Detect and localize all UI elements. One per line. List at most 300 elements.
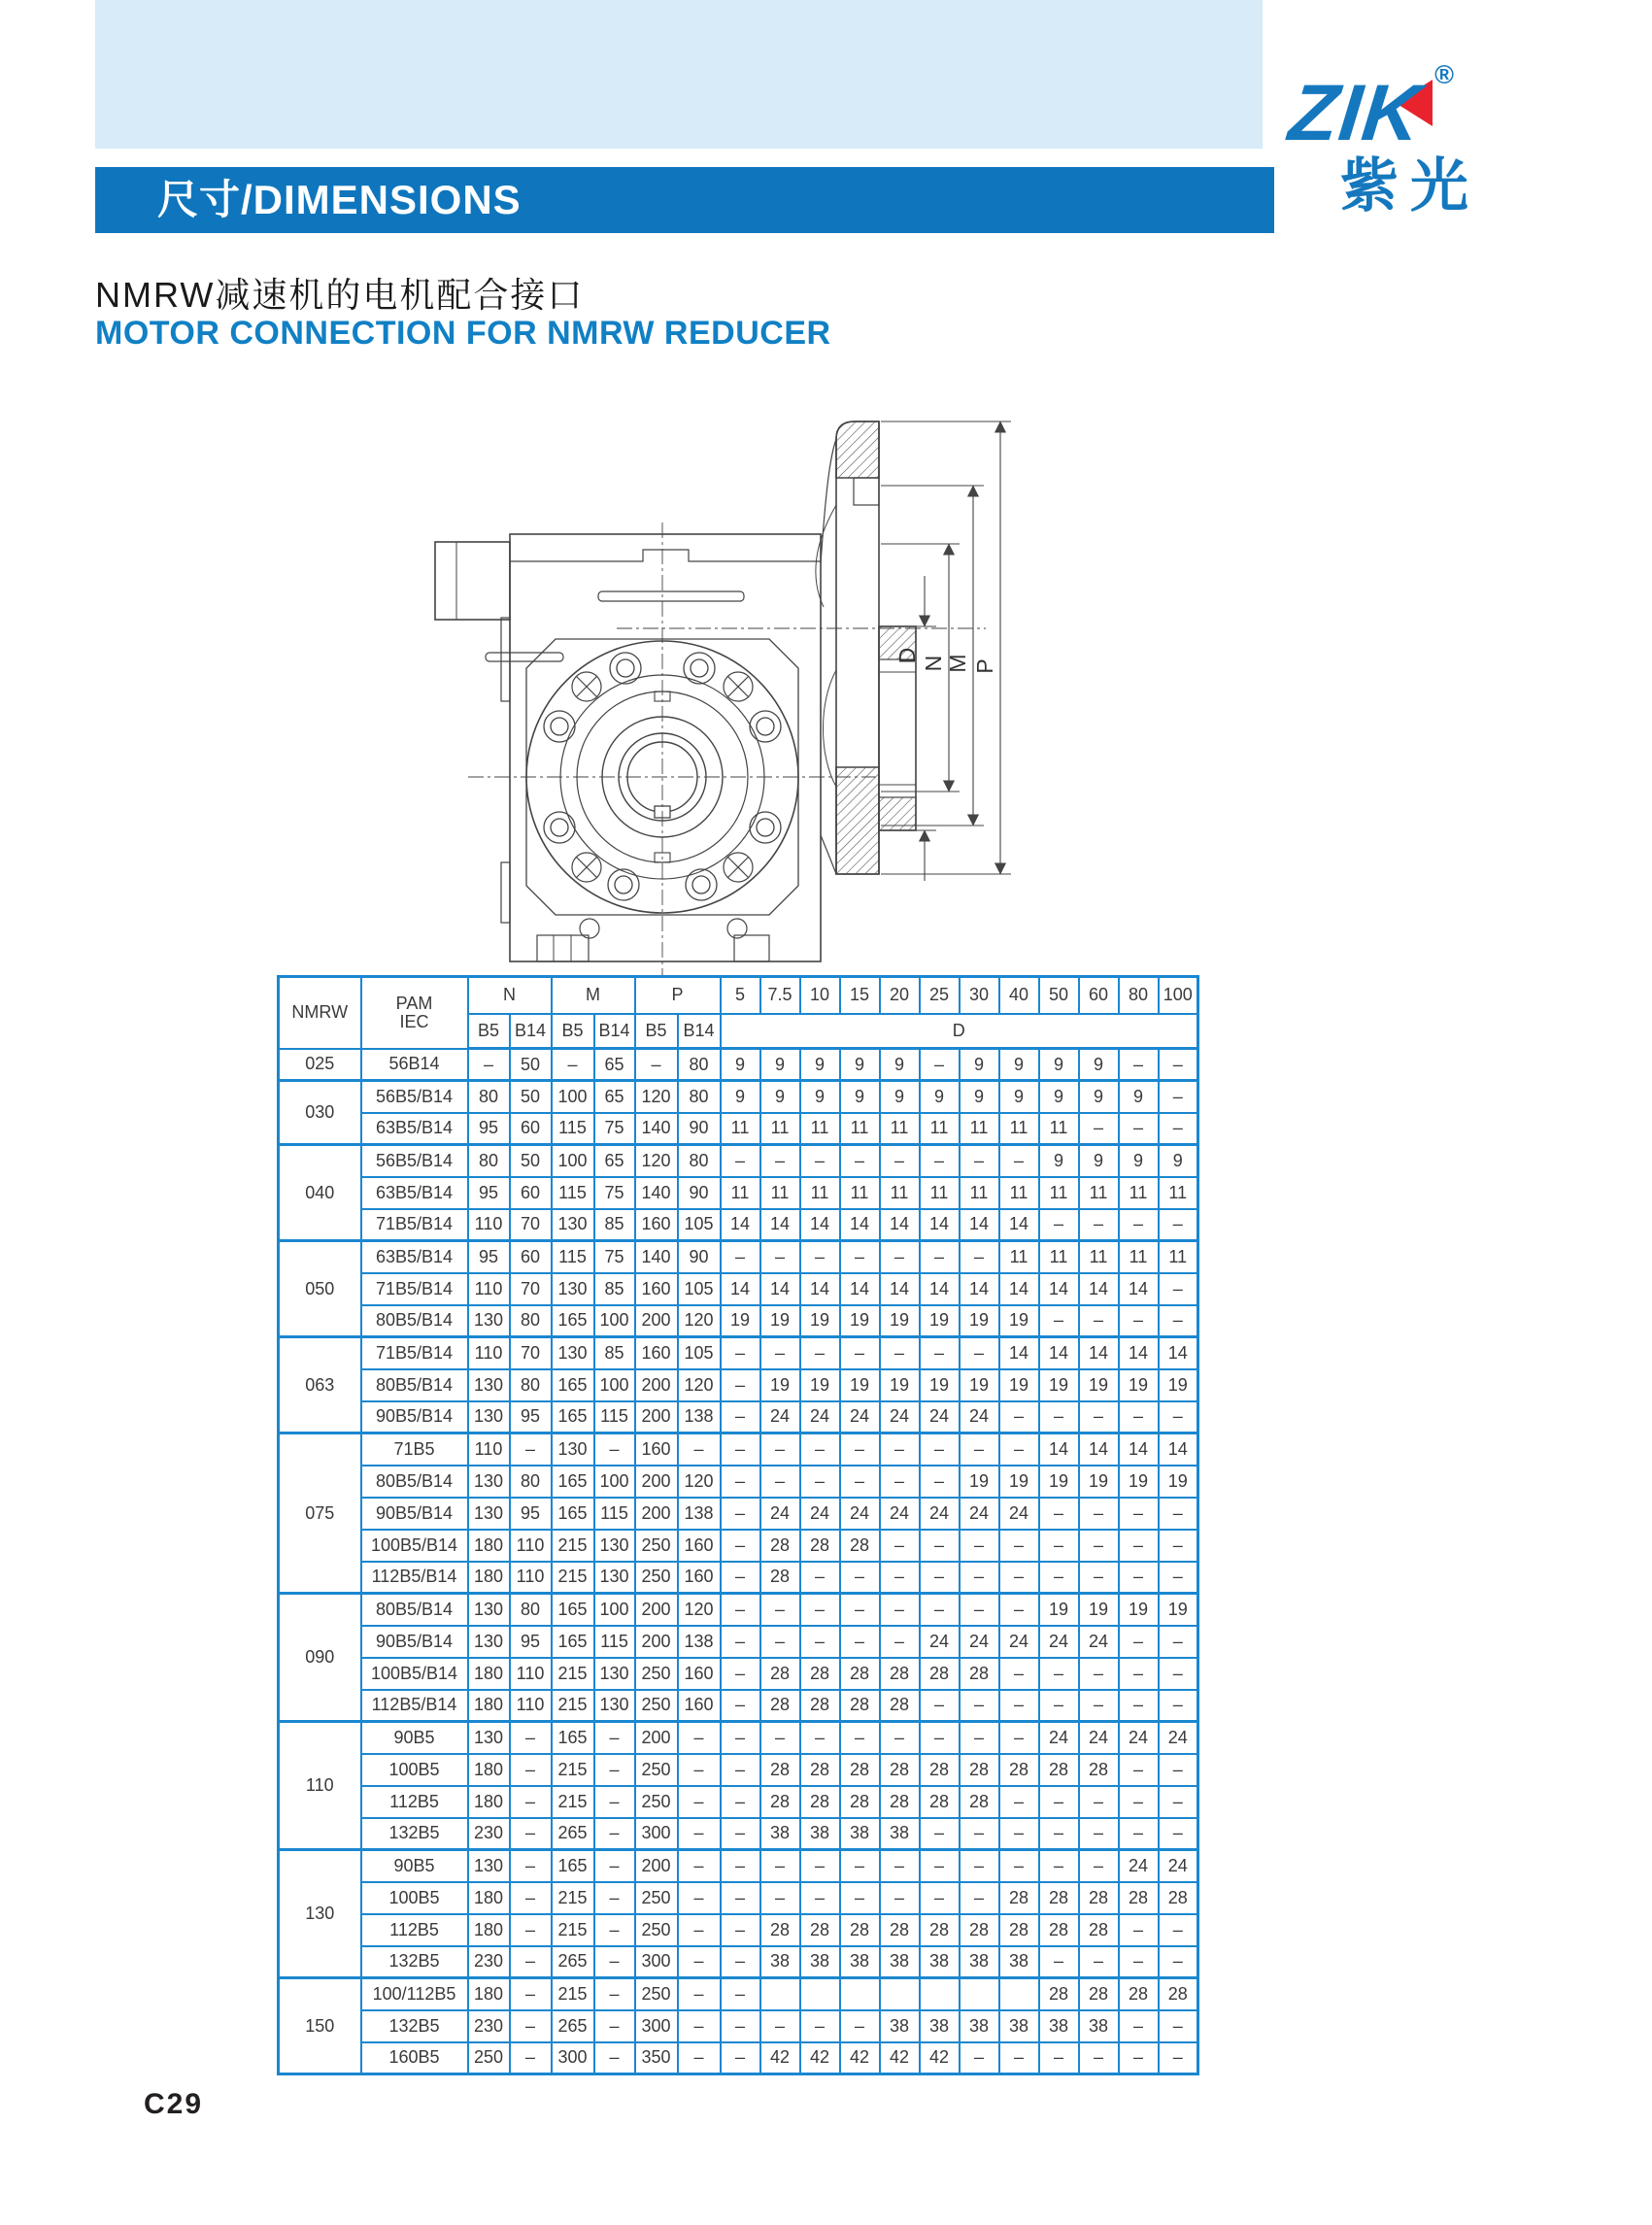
d-cell: 9 <box>721 1049 760 1081</box>
nmp-cell: 75 <box>594 1113 635 1145</box>
nmp-cell: 165 <box>552 1466 594 1498</box>
nmp-cell: 250 <box>635 1786 678 1818</box>
d-cell: – <box>880 1145 920 1177</box>
d-cell: – <box>840 1850 880 1882</box>
dim-label-p: P <box>972 658 997 674</box>
d-cell: 14 <box>760 1273 800 1305</box>
table-row <box>279 1978 1198 2010</box>
d-cell: 24 <box>1039 1722 1079 1754</box>
d-cell: 11 <box>1079 1177 1119 1209</box>
d-cell: – <box>880 1626 920 1658</box>
d-cell: 9 <box>880 1049 920 1081</box>
d-cell: – <box>1039 1818 1079 1850</box>
pam-label-line1: PAM <box>395 993 433 1013</box>
d-cell: 28 <box>1079 1914 1119 1946</box>
pam-cell: 56B5/B14 <box>361 1145 468 1177</box>
d-cell: 28 <box>800 1786 840 1818</box>
d-cell: 24 <box>960 1626 999 1658</box>
pam-cell: 80B5/B14 <box>361 1369 468 1401</box>
nmp-cell: 95 <box>468 1177 510 1209</box>
d-cell: 28 <box>920 1914 960 1946</box>
page-number: C29 <box>144 2088 204 2120</box>
nmp-cell: 140 <box>635 1177 678 1209</box>
table-row <box>279 1882 1198 1914</box>
d-cell: – <box>1159 1498 1198 1530</box>
d-cell: – <box>1079 1946 1119 1978</box>
nmp-cell: 50 <box>510 1145 552 1177</box>
nmp-cell: 115 <box>594 1626 635 1658</box>
nmp-cell: 130 <box>468 1369 510 1401</box>
d-cell: – <box>1159 1818 1198 1850</box>
d-cell: – <box>1039 1850 1079 1882</box>
d-cell: – <box>999 1690 1039 1722</box>
ratio-header: 15 <box>840 977 880 1014</box>
nmp-cell: 95 <box>510 1626 552 1658</box>
d-cell: – <box>721 1145 760 1177</box>
nmp-cell: 80 <box>510 1369 552 1401</box>
model-cell: 150 <box>279 1978 361 2074</box>
d-cell: 14 <box>1119 1273 1159 1305</box>
d-cell: – <box>721 1401 760 1433</box>
d-cell: – <box>721 1369 760 1401</box>
brand-chinese-name: 紫光 <box>1340 153 1480 219</box>
nmp-cell: 130 <box>468 1722 510 1754</box>
d-cell: – <box>920 1690 960 1722</box>
table-row <box>279 1305 1198 1337</box>
d-cell: – <box>960 1562 999 1594</box>
d-cell: 28 <box>880 1658 920 1690</box>
model-cell: 063 <box>279 1337 361 1433</box>
nmp-cell: 85 <box>594 1273 635 1305</box>
col-header-nmrw: NMRW <box>279 977 361 1049</box>
d-cell: 28 <box>1119 1882 1159 1914</box>
d-cell: 19 <box>1119 1466 1159 1498</box>
nmp-cell: 265 <box>552 2010 594 2042</box>
nmp-cell: 110 <box>468 1273 510 1305</box>
nmp-cell: 160 <box>635 1273 678 1305</box>
nmp-cell: 215 <box>552 1914 594 1946</box>
d-cell: 14 <box>800 1209 840 1241</box>
d-cell: 14 <box>1119 1433 1159 1466</box>
table-row <box>279 1914 1198 1946</box>
d-cell: 42 <box>840 2042 880 2074</box>
table-row <box>279 1530 1198 1562</box>
d-cell: – <box>960 1594 999 1626</box>
d-cell: 14 <box>800 1273 840 1305</box>
d-cell: 14 <box>999 1273 1039 1305</box>
table-row <box>279 1786 1198 1818</box>
nmp-cell: 160 <box>678 1690 721 1722</box>
d-cell: – <box>1079 1530 1119 1562</box>
d-cell: 14 <box>1159 1433 1198 1466</box>
d-cell: 28 <box>960 1754 999 1786</box>
d-cell: 28 <box>800 1914 840 1946</box>
dimensions-table <box>277 975 1199 2075</box>
nmp-cell: 200 <box>635 1722 678 1754</box>
d-cell: 19 <box>999 1466 1039 1498</box>
nmp-cell: 180 <box>468 1882 510 1914</box>
d-cell: – <box>999 1658 1039 1690</box>
pam-cell: 71B5 <box>361 1433 468 1466</box>
d-cell: – <box>800 1626 840 1658</box>
d-cell: – <box>1119 1914 1159 1946</box>
nmp-cell: 160 <box>635 1209 678 1241</box>
nmp-cell: 80 <box>510 1594 552 1626</box>
d-cell: – <box>880 1882 920 1914</box>
d-cell: 38 <box>1079 2010 1119 2042</box>
d-cell: 14 <box>960 1209 999 1241</box>
d-cell: 11 <box>800 1177 840 1209</box>
d-cell: – <box>999 1433 1039 1466</box>
nmp-cell: 215 <box>552 1978 594 2010</box>
d-cell: 11 <box>1119 1241 1159 1273</box>
d-cell: – <box>760 1594 800 1626</box>
nmp-cell: 130 <box>468 1466 510 1498</box>
d-cell: – <box>999 1722 1039 1754</box>
d-cell: – <box>760 1145 800 1177</box>
d-cell: 28 <box>920 1786 960 1818</box>
d-cell: – <box>960 1850 999 1882</box>
d-cell: 9 <box>1039 1081 1079 1113</box>
nmp-cell: 115 <box>594 1498 635 1530</box>
d-cell: 11 <box>840 1177 880 1209</box>
nmp-cell: 300 <box>635 2010 678 2042</box>
pam-cell: 80B5/B14 <box>361 1466 468 1498</box>
d-cell: – <box>1119 1946 1159 1978</box>
d-cell: – <box>721 1690 760 1722</box>
nmp-cell: 165 <box>552 1305 594 1337</box>
d-cell: 11 <box>1039 1113 1079 1145</box>
d-cell: 14 <box>1079 1433 1119 1466</box>
d-cell: – <box>880 1337 920 1369</box>
d-cell: – <box>880 1562 920 1594</box>
nmp-cell: – <box>594 1850 635 1882</box>
d-cell: – <box>1119 1401 1159 1433</box>
ratio-header: 20 <box>880 977 920 1014</box>
nmp-cell: – <box>635 1049 678 1081</box>
nmp-cell: – <box>594 1754 635 1786</box>
d-cell: – <box>800 1562 840 1594</box>
d-cell: 11 <box>760 1177 800 1209</box>
nmp-cell: 130 <box>468 1594 510 1626</box>
pam-cell: 56B5/B14 <box>361 1081 468 1113</box>
nmp-cell: 165 <box>552 1594 594 1626</box>
d-cell: – <box>1159 2042 1198 2074</box>
d-cell: – <box>1079 1786 1119 1818</box>
table-row <box>279 1658 1198 1690</box>
nmp-cell: 110 <box>510 1658 552 1690</box>
d-cell: – <box>760 1241 800 1273</box>
d-cell: – <box>1079 1818 1119 1850</box>
d-cell: 38 <box>960 2010 999 2042</box>
nmp-cell: – <box>510 1914 552 1946</box>
d-cell: 28 <box>760 1658 800 1690</box>
nmp-cell: 165 <box>552 1626 594 1658</box>
nmp-cell: 105 <box>678 1273 721 1305</box>
d-cell: 9 <box>880 1081 920 1113</box>
nmp-cell: 120 <box>678 1594 721 1626</box>
model-cell: 110 <box>279 1722 361 1850</box>
d-cell: 28 <box>760 1754 800 1786</box>
d-cell: – <box>1079 1498 1119 1530</box>
d-cell: 19 <box>920 1369 960 1401</box>
nmp-cell: 138 <box>678 1401 721 1433</box>
pam-cell: 71B5/B14 <box>361 1337 468 1369</box>
d-cell: – <box>1039 1658 1079 1690</box>
d-cell: – <box>760 1626 800 1658</box>
nmp-cell: 200 <box>635 1850 678 1882</box>
d-cell: – <box>760 1337 800 1369</box>
d-cell: 28 <box>880 1786 920 1818</box>
d-cell: – <box>1159 1049 1198 1081</box>
d-cell: 24 <box>760 1498 800 1530</box>
nmp-cell: 90 <box>678 1177 721 1209</box>
d-cell: – <box>920 1337 960 1369</box>
d-cell: 11 <box>1119 1177 1159 1209</box>
table-row <box>279 1690 1198 1722</box>
d-cell: – <box>840 1145 880 1177</box>
d-cell: – <box>1159 1305 1198 1337</box>
d-cell: – <box>721 1241 760 1273</box>
d-cell: – <box>840 1562 880 1594</box>
d-cell: – <box>999 1562 1039 1594</box>
d-cell: – <box>1119 1305 1159 1337</box>
nmp-cell: 60 <box>510 1241 552 1273</box>
nmp-cell: 230 <box>468 2010 510 2042</box>
d-cell: – <box>1119 1049 1159 1081</box>
d-cell: – <box>1119 1754 1159 1786</box>
d-cell: – <box>1119 1626 1159 1658</box>
d-cell: – <box>1119 1209 1159 1241</box>
nmp-cell: – <box>594 1433 635 1466</box>
model-cell: 130 <box>279 1850 361 1978</box>
nmp-cell: 105 <box>678 1337 721 1369</box>
nmp-cell: 250 <box>635 1690 678 1722</box>
table-row <box>279 1466 1198 1498</box>
d-cell: 19 <box>1079 1369 1119 1401</box>
nmp-cell: – <box>678 1882 721 1914</box>
nmp-cell: – <box>510 2010 552 2042</box>
nmp-cell: 250 <box>468 2042 510 2074</box>
d-cell: 14 <box>1079 1273 1119 1305</box>
d-cell: 19 <box>960 1466 999 1498</box>
nmp-cell: – <box>594 1722 635 1754</box>
subtitle-english: MOTOR CONNECTION FOR NMRW REDUCER <box>95 315 831 352</box>
d-cell: 28 <box>760 1914 800 1946</box>
d-cell: – <box>999 1401 1039 1433</box>
d-cell: 19 <box>1039 1594 1079 1626</box>
nmp-cell: 100 <box>594 1305 635 1337</box>
header-band <box>95 0 1263 149</box>
pam-cell: 132B5 <box>361 1818 468 1850</box>
nmp-cell: 80 <box>468 1081 510 1113</box>
d-cell: 11 <box>920 1113 960 1145</box>
d-cell: 28 <box>760 1530 800 1562</box>
d-cell: 38 <box>800 1818 840 1850</box>
nmp-cell: – <box>678 2010 721 2042</box>
nmp-cell: 180 <box>468 1690 510 1722</box>
d-cell: – <box>999 1530 1039 1562</box>
nmp-cell: 130 <box>552 1337 594 1369</box>
nmp-cell: 215 <box>552 1530 594 1562</box>
d-cell: 19 <box>760 1305 800 1337</box>
nmp-cell: 90 <box>678 1113 721 1145</box>
d-cell: 38 <box>960 1946 999 1978</box>
nmp-cell: 65 <box>594 1145 635 1177</box>
brand-wordmark: ZIK <box>1285 69 1426 157</box>
d-cell: – <box>721 1914 760 1946</box>
d-cell: – <box>960 1722 999 1754</box>
nmp-cell: 350 <box>635 2042 678 2074</box>
d-cell: – <box>1159 1754 1198 1786</box>
d-cell: 28 <box>920 1754 960 1786</box>
d-cell: – <box>1119 1498 1159 1530</box>
d-cell: – <box>1159 1113 1198 1145</box>
nmp-cell: 95 <box>510 1498 552 1530</box>
d-cell: 14 <box>840 1209 880 1241</box>
nmp-cell: 300 <box>635 1818 678 1850</box>
nmp-cell: 85 <box>594 1209 635 1241</box>
d-cell: – <box>1079 1562 1119 1594</box>
nmp-cell: 250 <box>635 1754 678 1786</box>
table-row <box>279 2010 1198 2042</box>
table-header <box>279 977 1198 1049</box>
d-cell: 24 <box>1119 1850 1159 1882</box>
model-cell: 050 <box>279 1241 361 1337</box>
nmp-cell: 130 <box>468 1498 510 1530</box>
nmp-cell: 130 <box>468 1626 510 1658</box>
d-cell: 9 <box>721 1081 760 1113</box>
col-header-d: D <box>721 1014 1198 1049</box>
d-cell: 19 <box>760 1369 800 1401</box>
d-cell: 19 <box>840 1369 880 1401</box>
d-cell: – <box>840 1466 880 1498</box>
d-cell: – <box>760 1466 800 1498</box>
nmp-cell: – <box>510 1850 552 1882</box>
d-cell: 28 <box>1159 1978 1198 2010</box>
nmp-cell: 110 <box>468 1209 510 1241</box>
nmp-cell: – <box>594 1882 635 1914</box>
nmp-cell: 265 <box>552 1946 594 1978</box>
d-cell: – <box>1159 1946 1198 1978</box>
d-cell: – <box>960 1818 999 1850</box>
d-cell: – <box>1039 1305 1079 1337</box>
nmp-cell: 95 <box>468 1113 510 1145</box>
d-cell: 24 <box>999 1498 1039 1530</box>
d-cell: – <box>1159 1401 1198 1433</box>
pam-cell: 160B5 <box>361 2042 468 2074</box>
nmp-cell: 180 <box>468 1978 510 2010</box>
nmp-cell: 130 <box>468 1850 510 1882</box>
d-cell: – <box>1119 2010 1159 2042</box>
nmp-cell: – <box>678 1433 721 1466</box>
d-cell: 28 <box>800 1658 840 1690</box>
nmp-cell: – <box>552 1049 594 1081</box>
d-cell: – <box>721 1562 760 1594</box>
d-cell <box>840 1978 880 2010</box>
registered-trademark-icon: ® <box>1434 60 1454 89</box>
d-cell: 11 <box>999 1177 1039 1209</box>
ratio-header: 7.5 <box>760 977 800 1014</box>
d-cell: – <box>1159 1786 1198 1818</box>
d-cell: – <box>1039 1401 1079 1433</box>
d-cell: – <box>721 1818 760 1850</box>
d-cell: 28 <box>960 1786 999 1818</box>
d-cell: 28 <box>840 1914 880 1946</box>
d-cell: 19 <box>960 1369 999 1401</box>
technical-drawing <box>418 379 1059 981</box>
d-cell: 28 <box>760 1786 800 1818</box>
nmp-cell: – <box>678 1914 721 1946</box>
ratio-header: 25 <box>920 977 960 1014</box>
d-cell: 24 <box>840 1401 880 1433</box>
d-cell: 14 <box>840 1273 880 1305</box>
nmp-cell: 200 <box>635 1369 678 1401</box>
d-cell: 19 <box>1119 1369 1159 1401</box>
d-cell: – <box>1039 1690 1079 1722</box>
d-cell: – <box>920 1818 960 1850</box>
pam-cell: 80B5/B14 <box>361 1305 468 1337</box>
nmp-cell: 138 <box>678 1498 721 1530</box>
d-cell: 11 <box>800 1113 840 1145</box>
nmp-cell: – <box>678 1786 721 1818</box>
nmp-cell: 65 <box>594 1081 635 1113</box>
model-cell: 090 <box>279 1594 361 1722</box>
d-cell: 28 <box>840 1530 880 1562</box>
nmp-cell: – <box>594 1946 635 1978</box>
table-row <box>279 1369 1198 1401</box>
d-cell: – <box>920 1850 960 1882</box>
nmp-cell: 110 <box>510 1530 552 1562</box>
d-cell: 28 <box>800 1754 840 1786</box>
ratio-header: 10 <box>800 977 840 1014</box>
nmp-cell: 120 <box>678 1466 721 1498</box>
nmp-cell: 120 <box>635 1081 678 1113</box>
d-cell: – <box>721 1466 760 1498</box>
table-body <box>279 1049 1198 2074</box>
d-cell: 19 <box>1159 1466 1198 1498</box>
nmp-cell: 180 <box>468 1754 510 1786</box>
d-cell: – <box>721 1882 760 1914</box>
d-cell: 11 <box>880 1177 920 1209</box>
d-cell: – <box>840 2010 880 2042</box>
d-cell: – <box>1119 1658 1159 1690</box>
d-cell: – <box>920 1530 960 1562</box>
d-cell: – <box>999 1850 1039 1882</box>
nmp-cell: 115 <box>552 1241 594 1273</box>
d-cell: 28 <box>1039 1882 1079 1914</box>
nmp-cell: 165 <box>552 1401 594 1433</box>
pam-cell: 71B5/B14 <box>361 1273 468 1305</box>
d-cell: 28 <box>760 1562 800 1594</box>
table-row <box>279 1273 1198 1305</box>
table-row <box>279 1850 1198 1882</box>
subtitle-chinese: NMRW减速机的电机配合接口 <box>95 275 585 315</box>
d-cell: – <box>960 2042 999 2074</box>
pam-cell: 100/112B5 <box>361 1978 468 2010</box>
d-cell: 28 <box>1159 1882 1198 1914</box>
d-cell: 14 <box>1079 1337 1119 1369</box>
table-row <box>279 2042 1198 2074</box>
d-cell: – <box>999 1818 1039 1850</box>
nmp-cell: – <box>678 1818 721 1850</box>
nmp-cell: 70 <box>510 1209 552 1241</box>
table-row <box>279 1722 1198 1754</box>
d-cell: 14 <box>721 1273 760 1305</box>
d-cell <box>800 1978 840 2010</box>
nmp-cell: – <box>678 1850 721 1882</box>
d-cell: 24 <box>800 1401 840 1433</box>
